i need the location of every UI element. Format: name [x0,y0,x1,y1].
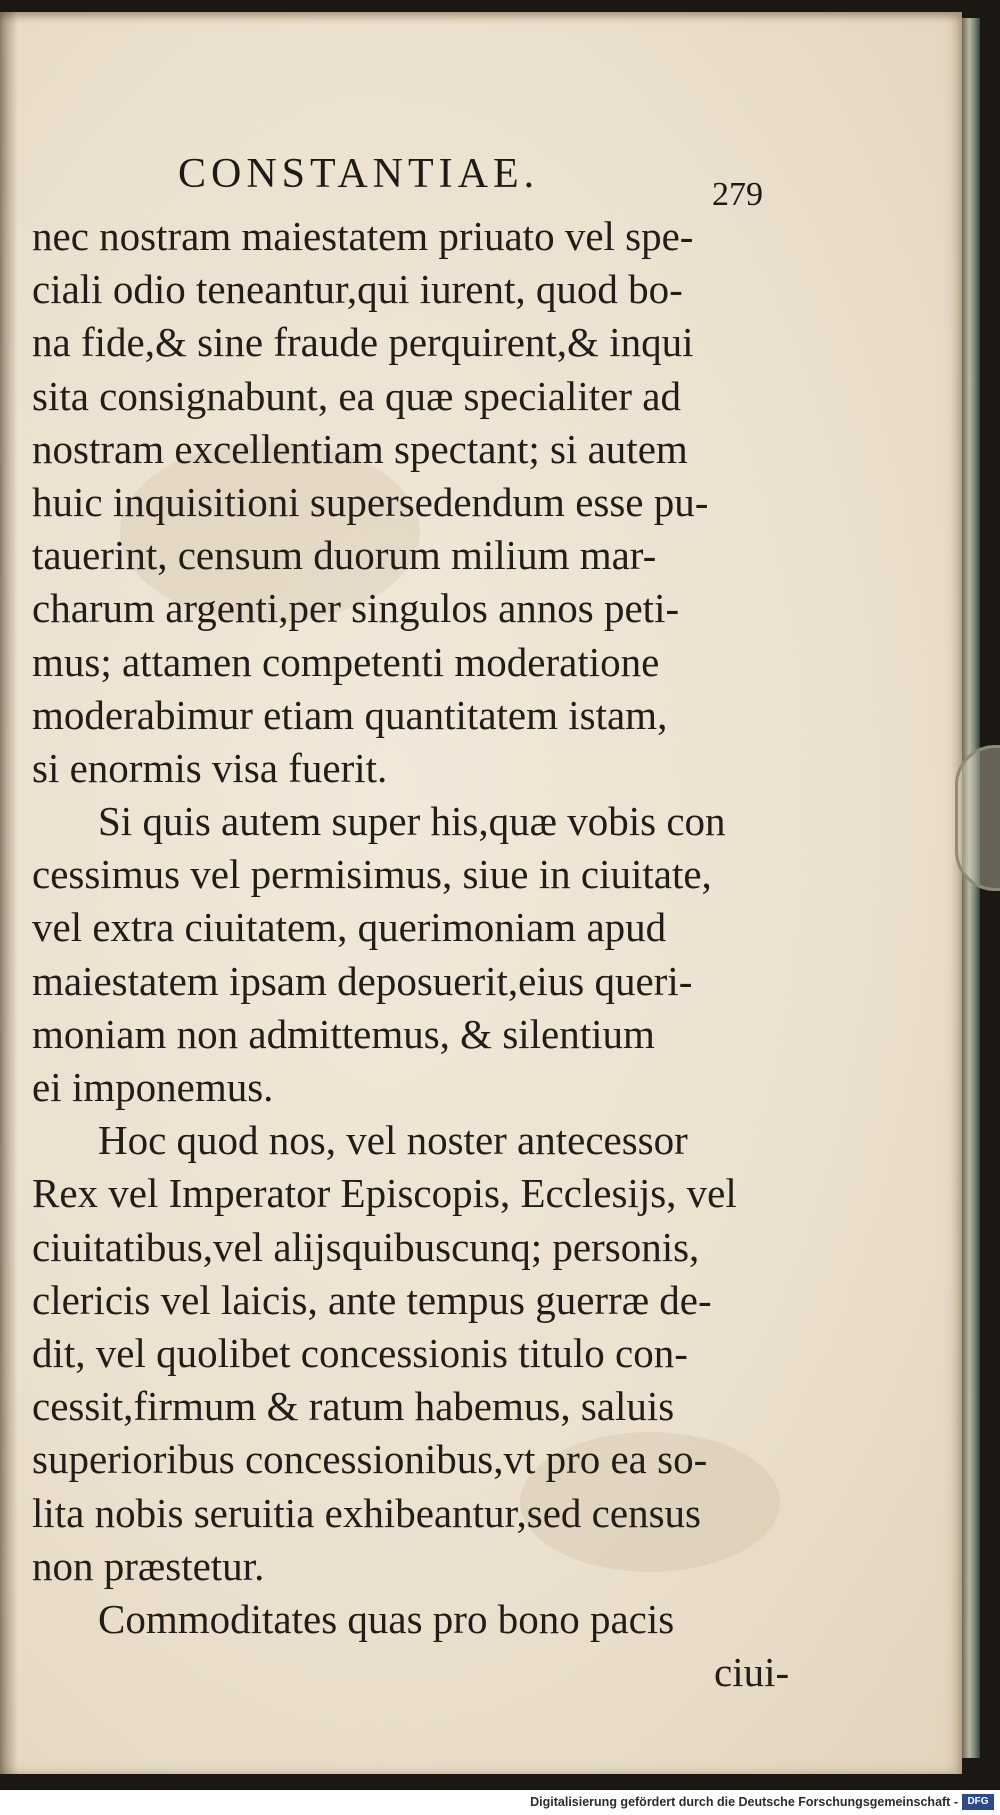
text-line: clericis vel laicis, ante tempus guerræ de- [32,1276,712,1323]
text-line: na fide,& sine fraude perquirent,& inqui [32,319,694,366]
text-line: moniam non admittemus, & silentium [32,1010,655,1057]
page-edge [962,18,980,1758]
text-line: Hoc quod nos, vel noster antecessor [98,1117,688,1164]
text-line: Rex vel Imperator Episcopis, Ecclesijs, vel [32,1170,737,1217]
text-line: nostram excellentiam spectant; si autem [32,425,688,472]
catchword: ciui- [714,1649,790,1696]
text-line: charum argenti,per singulos annos peti- [32,585,680,632]
text-line: huic inquisitioni supersedendum esse pu- [32,478,709,525]
text-line: superioribus concessionibus,vt pro ea so- [32,1436,708,1483]
text-line: cessit,firmum & ratum habemus, saluis [32,1383,675,1430]
binding-clasp [955,745,1000,891]
text-line: lita nobis seruitia exhibeantur,sed census [32,1489,701,1536]
text-line: ei imponemus. [32,1064,274,1110]
page-number: 279 [712,176,763,213]
digitization-credit: Digitalisierung gefördert durch die Deutsche Forschungsgemeinschaft - [530,1795,958,1809]
running-header: CONSTANTIAE. [178,151,540,197]
text-line: ciuitatibus,vel alijsquibuscunq; personis, [32,1223,700,1270]
text-line: dit, vel quolibet concessionis titulo con- [32,1329,688,1376]
text-line: maiestatem ipsam deposuerit,eius queri- [32,957,693,1004]
text-line: Commoditates quas pro bono pacis [98,1595,675,1642]
text-line: si enormis visa fuerit. [32,744,388,791]
text-line: mus; attamen competenti moderatione [32,638,660,685]
text-line: non præstetur. [32,1542,265,1589]
text-line: nec nostram maiestatem priuato vel spe- [32,213,694,259]
text-line: vel extra ciuitatem, querimoniam apud [32,904,667,951]
dfg-logo: DFG [962,1794,994,1810]
text-line: Si quis autem super his,quæ vobis con [98,798,726,845]
text-line: sita consignabunt, ea quæ specialiter ad [32,372,681,419]
spine-shadow [0,12,18,1774]
text-line: tauerint, censum duorum milium mar- [32,532,657,579]
text-line: cessimus vel permisimus, siue in ciuitate, [32,851,712,898]
body-text [32,210,792,1699]
text-line: ciali odio teneantur,qui iurent, quod bo- [32,266,683,313]
text-line: moderabimur etiam quantitatem istam, [32,691,668,738]
